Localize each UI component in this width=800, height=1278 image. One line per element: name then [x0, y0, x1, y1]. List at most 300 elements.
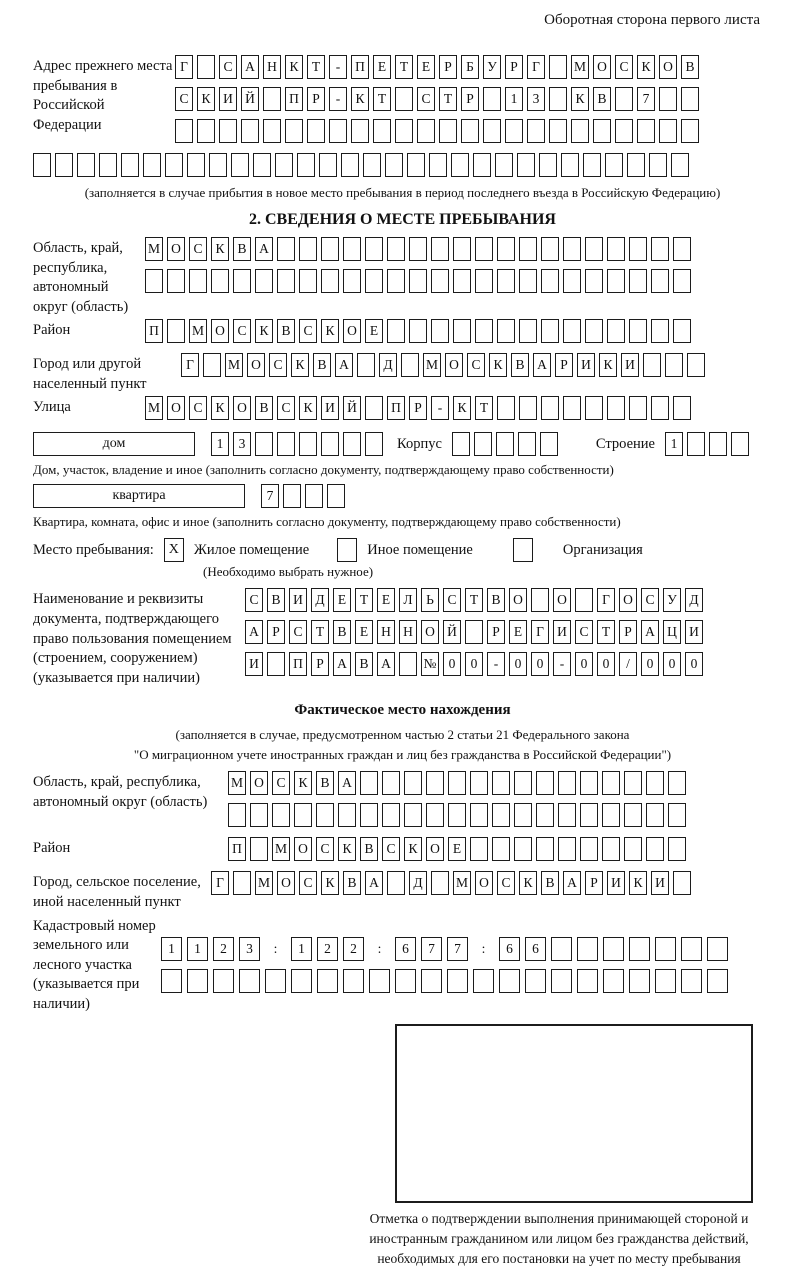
- char-cell[interactable]: -: [431, 396, 449, 420]
- char-cell[interactable]: [321, 237, 339, 261]
- char-cell[interactable]: 1: [187, 937, 208, 961]
- char-cell[interactable]: :: [369, 937, 390, 961]
- char-cell[interactable]: [399, 652, 417, 676]
- char-cell[interactable]: [519, 319, 537, 343]
- char-cell[interactable]: Л: [399, 588, 417, 612]
- char-cell[interactable]: [499, 969, 520, 993]
- char-cell[interactable]: [448, 803, 466, 827]
- checkbox-other-premises[interactable]: [337, 538, 357, 562]
- char-cell[interactable]: В: [487, 588, 505, 612]
- char-cell[interactable]: О: [659, 55, 677, 79]
- char-cell[interactable]: [431, 871, 449, 895]
- char-cell[interactable]: [514, 771, 532, 795]
- char-cell[interactable]: [514, 837, 532, 861]
- char-cell[interactable]: [338, 803, 356, 827]
- char-cell[interactable]: И: [621, 353, 639, 377]
- char-cell[interactable]: 0: [443, 652, 461, 676]
- char-cell[interactable]: [731, 432, 749, 456]
- char-cell[interactable]: [629, 237, 647, 261]
- char-cell[interactable]: [470, 771, 488, 795]
- char-cell[interactable]: [624, 837, 642, 861]
- char-cell[interactable]: [629, 969, 650, 993]
- char-cell[interactable]: [461, 119, 479, 143]
- char-cell[interactable]: [649, 153, 667, 177]
- char-cell[interactable]: П: [387, 396, 405, 420]
- char-cell[interactable]: [409, 269, 427, 293]
- char-cell[interactable]: В: [233, 237, 251, 261]
- char-cell[interactable]: [707, 937, 728, 961]
- char-cell[interactable]: О: [475, 871, 493, 895]
- char-cell[interactable]: [369, 969, 390, 993]
- char-cell[interactable]: -: [487, 652, 505, 676]
- char-cell[interactable]: 1: [505, 87, 523, 111]
- char-cell[interactable]: [646, 803, 664, 827]
- checkbox-organization[interactable]: [513, 538, 533, 562]
- char-cell[interactable]: А: [641, 620, 659, 644]
- char-cell[interactable]: [267, 652, 285, 676]
- char-cell[interactable]: [492, 771, 510, 795]
- char-cell[interactable]: [470, 837, 488, 861]
- char-cell[interactable]: [307, 119, 325, 143]
- char-cell[interactable]: Е: [355, 620, 373, 644]
- char-cell[interactable]: Т: [307, 55, 325, 79]
- char-cell[interactable]: [615, 87, 633, 111]
- char-cell[interactable]: /: [619, 652, 637, 676]
- char-cell[interactable]: С: [575, 620, 593, 644]
- char-cell[interactable]: [602, 837, 620, 861]
- char-cell[interactable]: [327, 484, 345, 508]
- char-cell[interactable]: [233, 269, 251, 293]
- char-cell[interactable]: [409, 237, 427, 261]
- char-cell[interactable]: [239, 969, 260, 993]
- char-cell[interactable]: [203, 353, 221, 377]
- document-grid-row3[interactable]: [245, 652, 772, 679]
- char-cell[interactable]: [627, 153, 645, 177]
- char-cell[interactable]: [250, 803, 268, 827]
- char-cell[interactable]: Р: [585, 871, 603, 895]
- char-cell[interactable]: 2: [343, 937, 364, 961]
- char-cell[interactable]: [429, 153, 447, 177]
- char-cell[interactable]: К: [285, 55, 303, 79]
- char-cell[interactable]: М: [272, 837, 290, 861]
- char-cell[interactable]: [55, 153, 73, 177]
- char-cell[interactable]: 7: [447, 937, 468, 961]
- char-cell[interactable]: [431, 319, 449, 343]
- char-cell[interactable]: [473, 153, 491, 177]
- char-cell[interactable]: С: [382, 837, 400, 861]
- char-cell[interactable]: 6: [395, 937, 416, 961]
- char-cell[interactable]: Е: [333, 588, 351, 612]
- char-cell[interactable]: [299, 237, 317, 261]
- char-cell[interactable]: [317, 969, 338, 993]
- char-cell[interactable]: Е: [377, 588, 395, 612]
- char-cell[interactable]: Р: [555, 353, 573, 377]
- char-cell[interactable]: [475, 319, 493, 343]
- char-cell[interactable]: К: [294, 771, 312, 795]
- char-cell[interactable]: [668, 771, 686, 795]
- char-cell[interactable]: Р: [267, 620, 285, 644]
- char-cell[interactable]: [687, 432, 705, 456]
- char-cell[interactable]: [175, 119, 193, 143]
- char-cell[interactable]: В: [355, 652, 373, 676]
- char-cell[interactable]: И: [553, 620, 571, 644]
- char-cell[interactable]: [687, 353, 705, 377]
- char-cell[interactable]: [646, 837, 664, 861]
- char-cell[interactable]: И: [651, 871, 669, 895]
- char-cell[interactable]: [541, 237, 559, 261]
- char-cell[interactable]: В: [681, 55, 699, 79]
- char-cell[interactable]: [395, 969, 416, 993]
- char-cell[interactable]: [365, 396, 383, 420]
- char-cell[interactable]: О: [294, 837, 312, 861]
- char-cell[interactable]: [497, 269, 515, 293]
- char-cell[interactable]: [563, 319, 581, 343]
- char-cell[interactable]: 7: [421, 937, 442, 961]
- char-cell[interactable]: [497, 396, 515, 420]
- char-cell[interactable]: У: [483, 55, 501, 79]
- char-cell[interactable]: 3: [239, 937, 260, 961]
- char-cell[interactable]: [275, 153, 293, 177]
- char-cell[interactable]: В: [511, 353, 529, 377]
- char-cell[interactable]: М: [189, 319, 207, 343]
- apartment-number-grid[interactable]: [261, 484, 349, 511]
- char-cell[interactable]: [673, 319, 691, 343]
- char-cell[interactable]: [475, 237, 493, 261]
- char-cell[interactable]: [577, 969, 598, 993]
- char-cell[interactable]: :: [265, 937, 286, 961]
- char-cell[interactable]: [541, 269, 559, 293]
- fact-region-grid-row2[interactable]: [228, 803, 772, 830]
- char-cell[interactable]: [213, 969, 234, 993]
- prev-address-grid-row4[interactable]: [33, 153, 772, 180]
- char-cell[interactable]: 7: [637, 87, 655, 111]
- char-cell[interactable]: К: [321, 871, 339, 895]
- char-cell[interactable]: [272, 803, 290, 827]
- char-cell[interactable]: [277, 237, 295, 261]
- char-cell[interactable]: [431, 237, 449, 261]
- char-cell[interactable]: С: [299, 871, 317, 895]
- char-cell[interactable]: В: [267, 588, 285, 612]
- char-cell[interactable]: [373, 119, 391, 143]
- char-cell[interactable]: Р: [487, 620, 505, 644]
- char-cell[interactable]: С: [233, 319, 251, 343]
- char-cell[interactable]: [497, 237, 515, 261]
- char-cell[interactable]: [615, 119, 633, 143]
- char-cell[interactable]: [209, 153, 227, 177]
- char-cell[interactable]: С: [641, 588, 659, 612]
- char-cell[interactable]: [404, 771, 422, 795]
- char-cell[interactable]: Р: [619, 620, 637, 644]
- char-cell[interactable]: В: [255, 396, 273, 420]
- char-cell[interactable]: В: [360, 837, 378, 861]
- char-cell[interactable]: [561, 153, 579, 177]
- char-cell[interactable]: С: [497, 871, 515, 895]
- char-cell[interactable]: [607, 237, 625, 261]
- char-cell[interactable]: Н: [263, 55, 281, 79]
- char-cell[interactable]: [673, 396, 691, 420]
- char-cell[interactable]: [541, 319, 559, 343]
- char-cell[interactable]: [99, 153, 117, 177]
- char-cell[interactable]: К: [489, 353, 507, 377]
- char-cell[interactable]: К: [299, 396, 317, 420]
- char-cell[interactable]: 0: [531, 652, 549, 676]
- char-cell[interactable]: [294, 803, 312, 827]
- char-cell[interactable]: [219, 119, 237, 143]
- char-cell[interactable]: И: [685, 620, 703, 644]
- char-cell[interactable]: [492, 837, 510, 861]
- char-cell[interactable]: [496, 432, 514, 456]
- char-cell[interactable]: [475, 269, 493, 293]
- char-cell[interactable]: [357, 353, 375, 377]
- char-cell[interactable]: А: [335, 353, 353, 377]
- char-cell[interactable]: Р: [439, 55, 457, 79]
- char-cell[interactable]: [291, 969, 312, 993]
- char-cell[interactable]: Е: [417, 55, 435, 79]
- char-cell[interactable]: [421, 969, 442, 993]
- char-cell[interactable]: Р: [461, 87, 479, 111]
- char-cell[interactable]: С: [272, 771, 290, 795]
- char-cell[interactable]: О: [167, 237, 185, 261]
- char-cell[interactable]: [265, 969, 286, 993]
- char-cell[interactable]: П: [285, 87, 303, 111]
- char-cell[interactable]: [518, 432, 536, 456]
- char-cell[interactable]: [297, 153, 315, 177]
- char-cell[interactable]: О: [553, 588, 571, 612]
- char-cell[interactable]: П: [289, 652, 307, 676]
- char-cell[interactable]: [643, 353, 661, 377]
- char-cell[interactable]: С: [269, 353, 287, 377]
- char-cell[interactable]: [519, 269, 537, 293]
- char-cell[interactable]: [607, 319, 625, 343]
- char-cell[interactable]: А: [533, 353, 551, 377]
- checkbox-residential[interactable]: X: [164, 538, 184, 562]
- char-cell[interactable]: К: [453, 396, 471, 420]
- char-cell[interactable]: [417, 119, 435, 143]
- char-cell[interactable]: К: [255, 319, 273, 343]
- char-cell[interactable]: [539, 153, 557, 177]
- char-cell[interactable]: М: [255, 871, 273, 895]
- char-cell[interactable]: [665, 353, 683, 377]
- char-cell[interactable]: М: [225, 353, 243, 377]
- char-cell[interactable]: [673, 871, 691, 895]
- char-cell[interactable]: [531, 588, 549, 612]
- char-cell[interactable]: [321, 432, 339, 456]
- char-cell[interactable]: [343, 269, 361, 293]
- char-cell[interactable]: О: [167, 396, 185, 420]
- char-cell[interactable]: [167, 269, 185, 293]
- char-cell[interactable]: [426, 803, 444, 827]
- char-cell[interactable]: А: [241, 55, 259, 79]
- char-cell[interactable]: [343, 969, 364, 993]
- char-cell[interactable]: [470, 803, 488, 827]
- char-cell[interactable]: [651, 269, 669, 293]
- char-cell[interactable]: 0: [465, 652, 483, 676]
- char-cell[interactable]: [448, 771, 466, 795]
- char-cell[interactable]: [187, 969, 208, 993]
- char-cell[interactable]: Б: [461, 55, 479, 79]
- char-cell[interactable]: [527, 119, 545, 143]
- char-cell[interactable]: [563, 269, 581, 293]
- char-cell[interactable]: 6: [499, 937, 520, 961]
- cadastral-grid-row2[interactable]: [161, 969, 772, 996]
- char-cell[interactable]: К: [571, 87, 589, 111]
- char-cell[interactable]: [343, 237, 361, 261]
- char-cell[interactable]: Е: [448, 837, 466, 861]
- char-cell[interactable]: [602, 803, 620, 827]
- char-cell[interactable]: 0: [663, 652, 681, 676]
- cadastral-grid-row1[interactable]: [161, 937, 772, 964]
- char-cell[interactable]: [452, 432, 470, 456]
- prev-address-grid-row1[interactable]: [175, 55, 772, 82]
- char-cell[interactable]: В: [541, 871, 559, 895]
- char-cell[interactable]: [283, 484, 301, 508]
- fact-region-grid-row1[interactable]: [228, 771, 772, 798]
- char-cell[interactable]: 1: [211, 432, 229, 456]
- char-cell[interactable]: -: [329, 87, 347, 111]
- char-cell[interactable]: [707, 969, 728, 993]
- char-cell[interactable]: [483, 119, 501, 143]
- char-cell[interactable]: 0: [509, 652, 527, 676]
- char-cell[interactable]: Д: [685, 588, 703, 612]
- char-cell[interactable]: [426, 771, 444, 795]
- char-cell[interactable]: Т: [355, 588, 373, 612]
- char-cell[interactable]: О: [509, 588, 527, 612]
- char-cell[interactable]: Г: [211, 871, 229, 895]
- fact-city-grid[interactable]: [211, 871, 772, 898]
- char-cell[interactable]: Н: [399, 620, 417, 644]
- char-cell[interactable]: О: [211, 319, 229, 343]
- apartment-box[interactable]: [33, 484, 245, 508]
- char-cell[interactable]: [165, 153, 183, 177]
- char-cell[interactable]: [255, 269, 273, 293]
- char-cell[interactable]: 6: [525, 937, 546, 961]
- char-cell[interactable]: С: [245, 588, 263, 612]
- char-cell[interactable]: [671, 153, 689, 177]
- char-cell[interactable]: [255, 432, 273, 456]
- char-cell[interactable]: А: [333, 652, 351, 676]
- char-cell[interactable]: [492, 803, 510, 827]
- char-cell[interactable]: И: [607, 871, 625, 895]
- char-cell[interactable]: П: [351, 55, 369, 79]
- char-cell[interactable]: [655, 937, 676, 961]
- char-cell[interactable]: [585, 269, 603, 293]
- char-cell[interactable]: [629, 937, 650, 961]
- char-cell[interactable]: С: [316, 837, 334, 861]
- char-cell[interactable]: С: [189, 396, 207, 420]
- char-cell[interactable]: [299, 269, 317, 293]
- char-cell[interactable]: [143, 153, 161, 177]
- char-cell[interactable]: [305, 484, 323, 508]
- korpus-grid[interactable]: [452, 432, 562, 459]
- char-cell[interactable]: [365, 432, 383, 456]
- char-cell[interactable]: [580, 771, 598, 795]
- char-cell[interactable]: 3: [527, 87, 545, 111]
- char-cell[interactable]: 2: [213, 937, 234, 961]
- char-cell[interactable]: О: [593, 55, 611, 79]
- char-cell[interactable]: 0: [641, 652, 659, 676]
- char-cell[interactable]: [453, 269, 471, 293]
- char-cell[interactable]: Й: [443, 620, 461, 644]
- char-cell[interactable]: С: [299, 319, 317, 343]
- char-cell[interactable]: [453, 237, 471, 261]
- char-cell[interactable]: [646, 771, 664, 795]
- char-cell[interactable]: [651, 319, 669, 343]
- char-cell[interactable]: И: [219, 87, 237, 111]
- char-cell[interactable]: [563, 237, 581, 261]
- char-cell[interactable]: [77, 153, 95, 177]
- char-cell[interactable]: [624, 771, 642, 795]
- char-cell[interactable]: В: [343, 871, 361, 895]
- char-cell[interactable]: Е: [373, 55, 391, 79]
- char-cell[interactable]: Ь: [421, 588, 439, 612]
- char-cell[interactable]: К: [351, 87, 369, 111]
- char-cell[interactable]: Т: [311, 620, 329, 644]
- char-cell[interactable]: П: [145, 319, 163, 343]
- char-cell[interactable]: Н: [377, 620, 395, 644]
- char-cell[interactable]: [277, 269, 295, 293]
- char-cell[interactable]: [451, 153, 469, 177]
- char-cell[interactable]: [465, 620, 483, 644]
- char-cell[interactable]: [329, 119, 347, 143]
- char-cell[interactable]: [519, 237, 537, 261]
- char-cell[interactable]: [558, 771, 576, 795]
- char-cell[interactable]: [263, 87, 281, 111]
- char-cell[interactable]: [540, 432, 558, 456]
- char-cell[interactable]: [551, 937, 572, 961]
- char-cell[interactable]: О: [343, 319, 361, 343]
- char-cell[interactable]: [563, 396, 581, 420]
- char-cell[interactable]: [659, 119, 677, 143]
- char-cell[interactable]: М: [453, 871, 471, 895]
- char-cell[interactable]: [651, 396, 669, 420]
- char-cell[interactable]: И: [289, 588, 307, 612]
- char-cell[interactable]: П: [228, 837, 246, 861]
- char-cell[interactable]: [263, 119, 281, 143]
- char-cell[interactable]: 2: [317, 937, 338, 961]
- char-cell[interactable]: №: [421, 652, 439, 676]
- char-cell[interactable]: [709, 432, 727, 456]
- char-cell[interactable]: К: [637, 55, 655, 79]
- char-cell[interactable]: [585, 237, 603, 261]
- char-cell[interactable]: Т: [475, 396, 493, 420]
- char-cell[interactable]: [365, 237, 383, 261]
- char-cell[interactable]: Т: [373, 87, 391, 111]
- char-cell[interactable]: [387, 269, 405, 293]
- char-cell[interactable]: Е: [509, 620, 527, 644]
- char-cell[interactable]: [387, 237, 405, 261]
- char-cell[interactable]: [536, 771, 554, 795]
- char-cell[interactable]: [668, 803, 686, 827]
- char-cell[interactable]: А: [563, 871, 581, 895]
- char-cell[interactable]: [387, 871, 405, 895]
- char-cell[interactable]: [549, 119, 567, 143]
- char-cell[interactable]: [549, 87, 567, 111]
- fact-district-grid[interactable]: [228, 837, 772, 864]
- char-cell[interactable]: [321, 269, 339, 293]
- char-cell[interactable]: С: [417, 87, 435, 111]
- char-cell[interactable]: [395, 119, 413, 143]
- char-cell[interactable]: В: [316, 771, 334, 795]
- char-cell[interactable]: [577, 937, 598, 961]
- char-cell[interactable]: А: [255, 237, 273, 261]
- char-cell[interactable]: [145, 269, 163, 293]
- char-cell[interactable]: [351, 119, 369, 143]
- char-cell[interactable]: М: [571, 55, 589, 79]
- char-cell[interactable]: Т: [465, 588, 483, 612]
- char-cell[interactable]: А: [338, 771, 356, 795]
- char-cell[interactable]: К: [197, 87, 215, 111]
- char-cell[interactable]: [277, 432, 295, 456]
